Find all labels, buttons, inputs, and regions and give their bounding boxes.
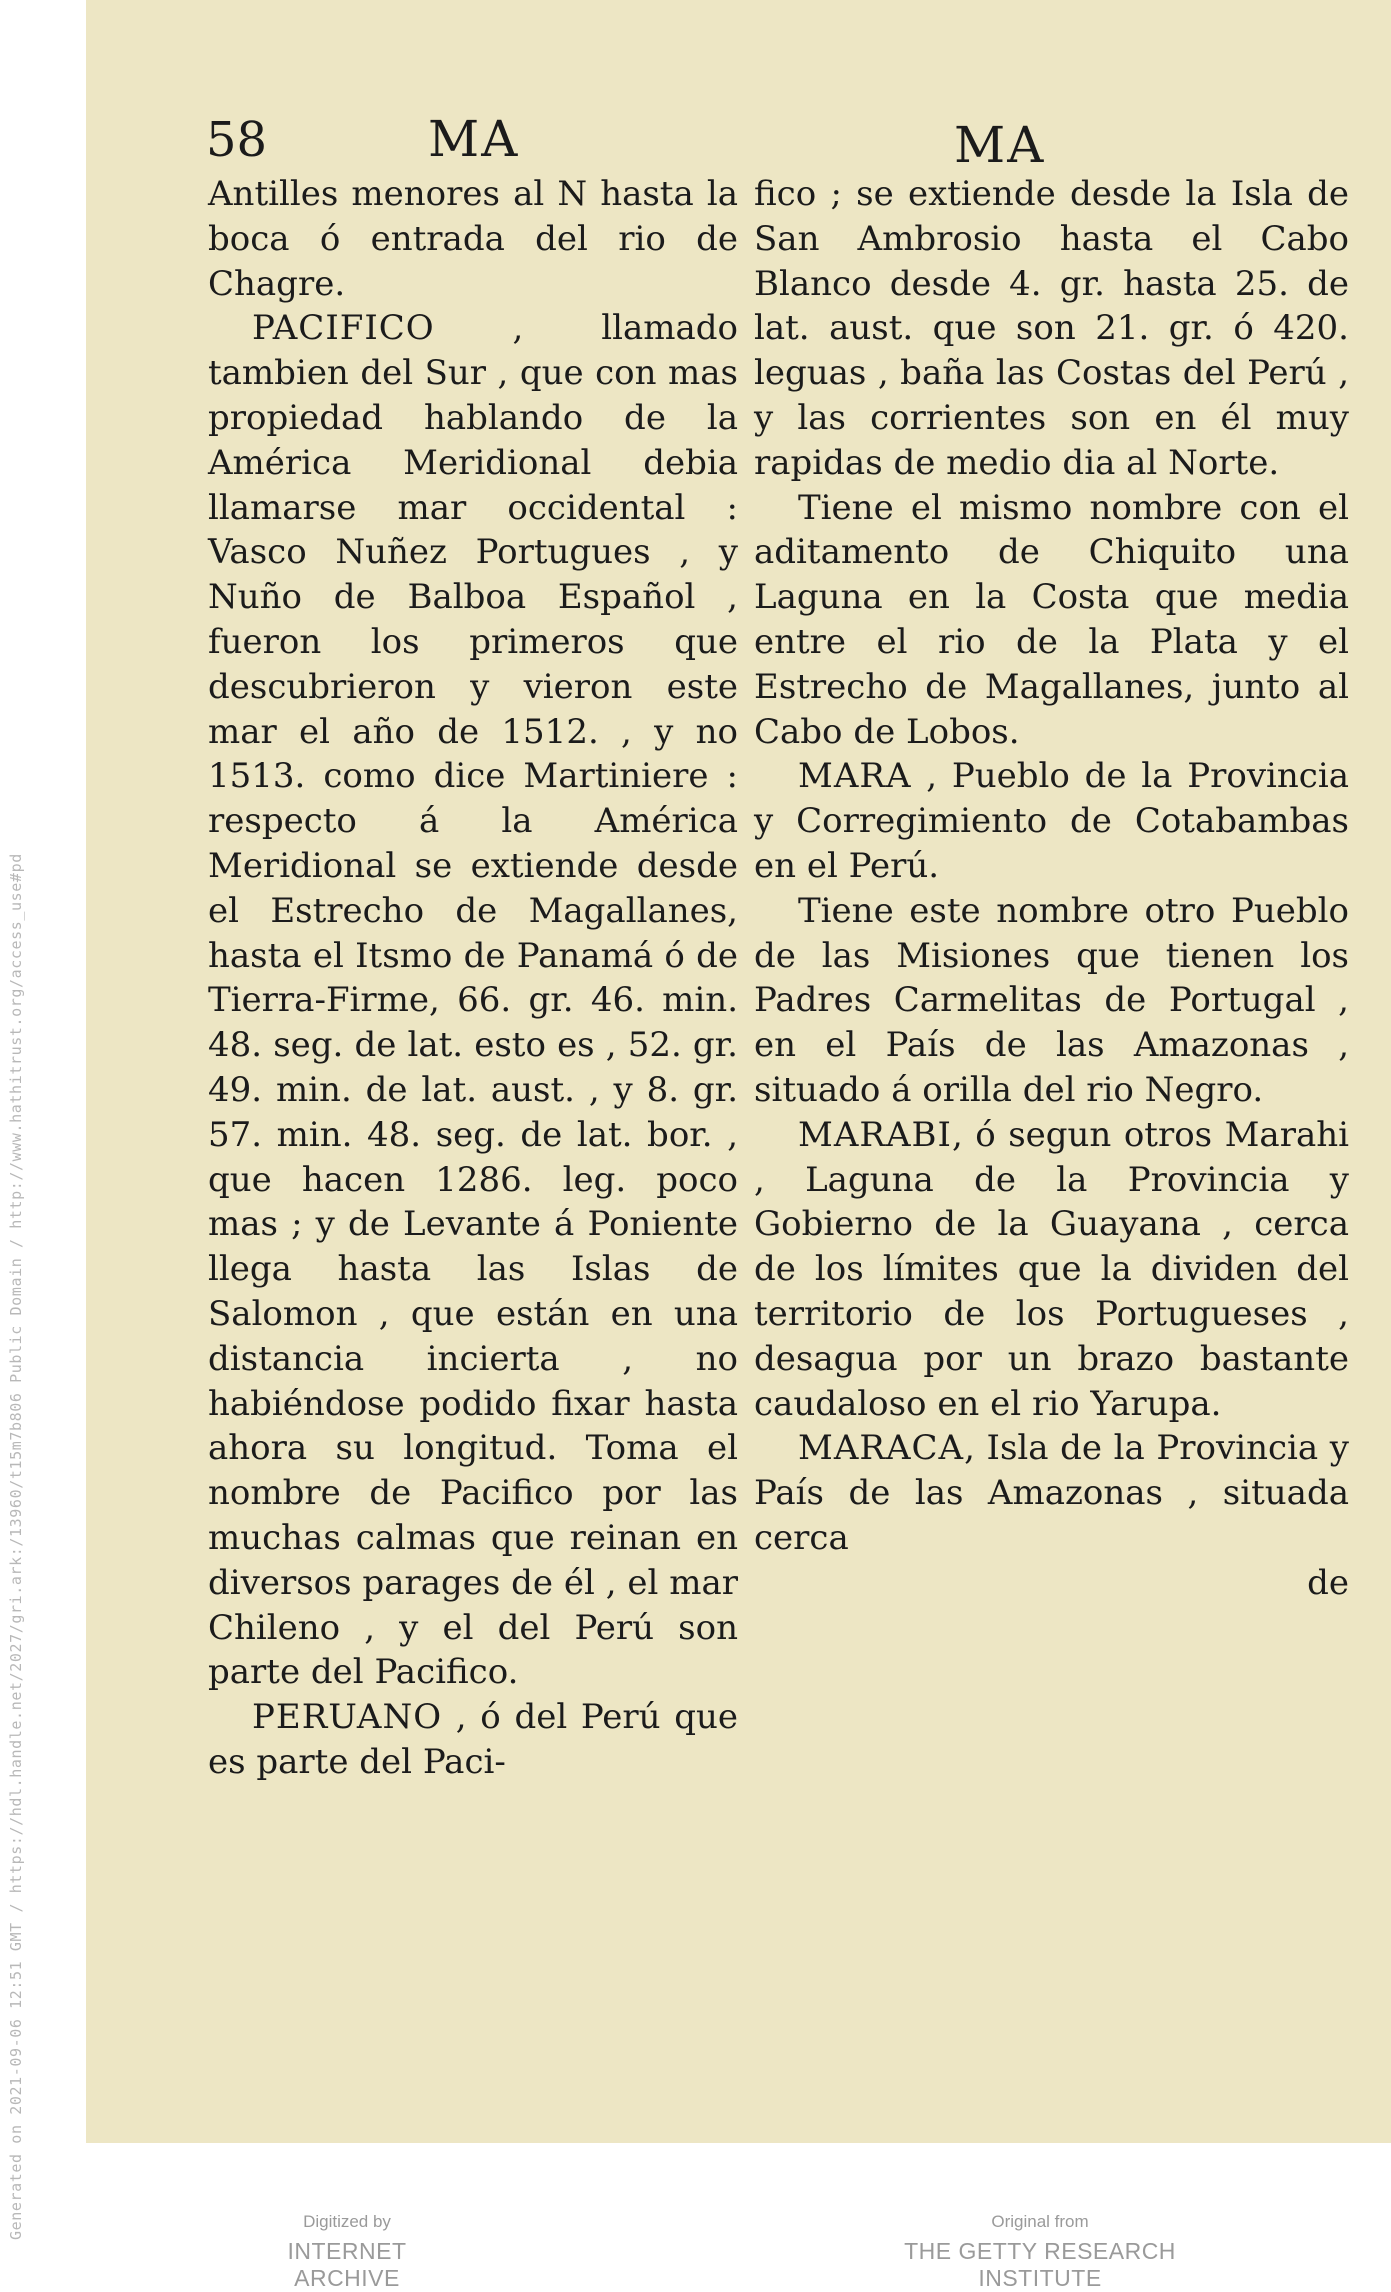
paragraph: Antilles menores al N hasta la boca ó entrada del rio de Chagre. [208,174,738,304]
paragraph: MARA , Pueblo de la Provincia y Corregimiento de Cotabambas en el Perú. [754,756,1349,886]
entry-headword: MARACA [798,1428,965,1469]
entry-headword: PACIFICO [252,308,435,349]
entry-headword: MARA [798,756,912,797]
running-head-left: MA [428,110,520,168]
entry-headword: PERUANO [252,1697,443,1738]
scanned-page [86,0,1391,2143]
running-head-right: MA [954,116,1046,174]
paragraph: MARABI, ó segun otros Marahi , Laguna de la Provincia y Gobierno de la Guayana , cerca de los límites que la dividen del territorio de los Portugueses , desagua por un brazo bastante caudaloso en el rio Yarupa. [754,1114,1349,1424]
paragraph: Tiene el mismo nombre con el aditamento de Chiquito una Laguna en la Costa que media entre el rio de la Plata y el Estrecho de Magallanes, junto al Cabo de Lobos. [754,487,1349,752]
digitizer-name: INTERNET ARCHIVE [287,2238,407,2291]
original-from-label: Original from [991,2212,1089,2231]
original-source-name: THE GETTY RESEARCH INSTITUTE [904,2238,1176,2291]
entry-headword: MARABI [798,1114,952,1155]
paragraph: MARACA, Isla de la Provincia y País de las Amazonas , situada cerca [754,1428,1349,1558]
paragraph: PACIFICO , llamado tambien del Sur , que con mas propiedad hablando de la América Meridional debia llamarse mar occidental : Vasco Nuñez Portugues , y Nuño de Balboa Español , fueron los primeros que descubrieron y vieron este mar el año de 1512. , y no 1513. como dice Martiniere : respecto á la América Meridional se extiende desde el Estrecho de Magallanes, hasta el Itsmo de Panamá ó de Tierra-Firme, 66. gr. 46. min. 48. seg. de lat. esto es , 52. gr. 49. min. de lat. aust. , y 8. gr. 57. min. 48. seg. de lat. bor. , que hacen 1286. leg. poco mas ; y de Levante á Poniente llega hasta las Islas de Salomon , que están en una distancia incierta , no habiéndose podido fixar hasta ahora su longitud. Toma el nombre de Pacifico por las muchas calmas que reinan en diversos parages de él , el mar Chileno , y el del Perú son parte del Pacifico. [208,308,738,1693]
left-column [208,172,738,1785]
paragraph: PERUANO , ó del Perú que es parte del Paci- [208,1697,738,1782]
page-number: 58 [206,112,268,168]
page-header [86,112,1391,172]
digitized-by-label: Digitized by [303,2212,391,2231]
right-column [754,172,1349,1606]
catchword: de [1307,1562,1349,1603]
paragraph: Tiene este nombre otro Pueblo de las Misiones que tienen los Padres Carmelitas de Portugal , en el País de las Amazonas , situado á orilla del rio Negro. [754,890,1349,1110]
left-margin-strip [0,0,86,2271]
generation-stamp: Generated on 2021-09-06 12:51 GMT / https://hdl.handle.net/2027/gri.ark:/13960/t15m7b806 Public Domain / http://www.hathitrust.org/access_use#pd [7,853,25,2240]
paragraph: fico ; se extiende desde la Isla de San Ambrosio hasta el Cabo Blanco desde 4. gr. hasta 25. de lat. aust. que son 21. gr. ó 420. leguas , baña las Costas del Perú , y las corrientes son en él muy rapidas de medio dia al Norte. [754,174,1349,483]
